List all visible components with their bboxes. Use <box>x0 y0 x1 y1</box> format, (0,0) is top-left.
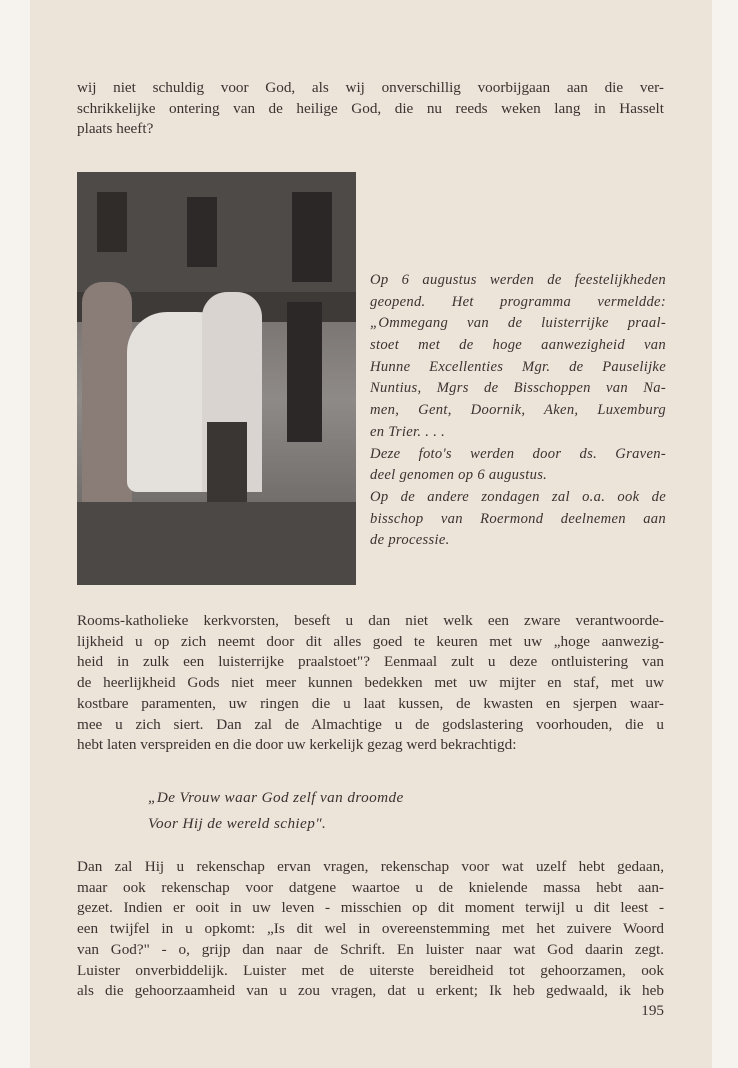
text-line: wij niet schuldig voor God, als wij onverschillig voorbijgaan aan die ver- <box>77 79 664 96</box>
caption-line: deel genomen op 6 augustus. <box>370 467 548 484</box>
caption-line: stoet met de hoge aanwezigheid van <box>370 337 666 354</box>
book-page <box>30 0 712 1068</box>
text-line: maar ook rekenschap voor datgene waartoe u de knielende massa hebt aan- <box>77 878 664 896</box>
text-line: lijkheid u op zich neemt door dit alles goed te keuren met uw „hoge aanwezig- <box>77 632 664 650</box>
caption-line: Op de andere zondagen zal o.a. ook de <box>370 488 666 505</box>
text-line: een twijfel in u opkomt: „Is dit wel in overeenstemming met het zuivere Woord <box>77 920 664 938</box>
caption-line: „Ommegang van de luisterrijke praal- <box>370 315 666 332</box>
text-line: als die gehoorzaamheid van u zou vragen, dat u erkent; Ik heb gedwaald, ik heb <box>77 982 664 1000</box>
text-line: plaats heeft? <box>77 120 154 137</box>
text-line: Rooms-katholieke kerkvorsten, beseft u dan niet welk een zware verantwoorde- <box>77 612 664 629</box>
caption-line: Nuntius, Mgrs de Bisschoppen van Na- <box>370 380 666 397</box>
photo-caption <box>370 270 666 552</box>
text-line: gezet. Indien er ooit in uw leven - misschien op dit moment terwijl u dit leest - <box>77 899 664 917</box>
caption-line: men, Gent, Doornik, Aken, Luxemburg <box>370 402 666 419</box>
text-line: heid in zulk een luisterrijke praalstoet"? Eenmaal zult u deze ontluistering van <box>77 653 664 671</box>
caption-line: Deze foto's werden door ds. Graven- <box>370 445 666 462</box>
text-line: hebt laten verspreiden en die door uw kerkelijk gezag werd bekrachtigd: <box>77 736 517 754</box>
caption-line: Hunne Excellenties Mgr. de Pauselijke <box>370 358 666 375</box>
text-line: van God?" - o, grijp dan naar de Schrift. En luister naar wat God daarin zegt. <box>77 940 664 958</box>
caption-line: Op 6 augustus werden de feestelijkheden <box>370 272 666 288</box>
text-line: mee u zich siert. Dan zal de Almachtige u de godslastering voorhouden, die u <box>77 715 664 733</box>
caption-line: bisschop van Roermond deelnemen aan <box>370 510 666 527</box>
quote-line: „De Vrouw waar God zelf van droomde <box>148 789 404 806</box>
text-line: Dan zal Hij u rekenschap ervan vragen, rekenschap voor wat uzelf hebt gedaan, <box>77 858 664 875</box>
caption-line: geopend. Het programma vermeldde: <box>370 293 666 310</box>
page-number: 195 <box>641 1002 664 1019</box>
text-line: de heerlijkheid Gods niet meer kunnen bedekken met uw mijter en staf, met uw <box>77 674 664 692</box>
caption-line: en Trier. . . . <box>370 423 446 440</box>
text-line: kostbare paramenten, uw ringen die u laat kussen, de kwasten en sjerpen waar- <box>77 694 664 712</box>
procession-photo <box>77 172 356 585</box>
text-line: Luister onverbiddelijk. Luister met de uiterste bereidheid tot gehoorzamen, ook <box>77 961 664 979</box>
caption-line: de processie. <box>370 532 450 549</box>
poem-quote <box>148 785 404 837</box>
quote-line: Voor Hij de wereld schiep". <box>148 815 327 832</box>
text-line: schrikkelijke ontering van de heilige God, die nu reeds weken lang in Hasselt <box>77 99 664 117</box>
